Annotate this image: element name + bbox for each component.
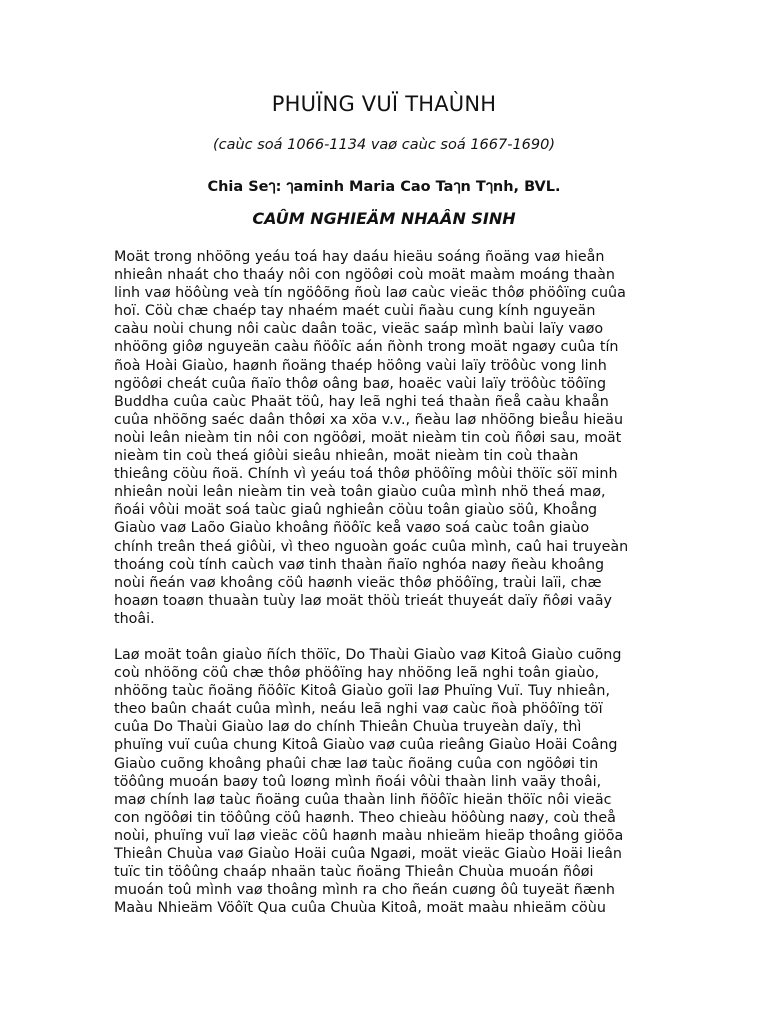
section-heading: CAÛM NGHIEÄM NHAÂN SINH	[252, 209, 516, 228]
author-line: Chia Seๅ: ๅaminh Maria Cao Taๅn Tๅnh, BVL.	[207, 179, 561, 195]
document-subtitle: (caùc soá 1066-1134 vaø caùc soá 1667-1690)	[212, 137, 556, 153]
document-title: PHUÏNG VUÏ THAÙNH	[271, 92, 497, 116]
paragraph-1: Moät trong nhöõng yeáu toá hay daáu hieäu soáng ñoäng vaø hieån nhieân nhaát cho thaáy nôi con ngöôøi coù moät maàm moáng thaàn linh vaø höôùng veà tín ngöôõng ñoù laø caùc vieäc thôø phöôïng cuûa hoï. Cöù chæ chaép tay nhaém maét cuùi ñaàu cung kính nguyeän caàu noùi chung nôi caùc daân toäc, vieäc saáp mình baùi laïy vaøo nhöõng giôø nguyeän caàu ñöôïc aán ñònh trong moät ngaøy cuûa tín ñoà Hoài Giaùo, haønh ñoäng thaép höông vaùi laïy tröôùc vong linh ngöôøi cheát cuûa ñaïo thôø oâng baø, hoaëc vaùi laïy tröôùc töôïng Buddha cuûa caùc Phaät töû, hay leã nghi teá thaàn ñeå caàu khaån cuûa nhöõng saéc daân thôøi xa xöa v.v., ñeàu laø nhöõng bieåu hieäu noùi leân nieàm tin nôi con ngöôøi, moät nieàm tin coù ñôøi sau, moät nieàm tin coù theá giôùi sieâu nhieân, moät nieàm tin coù thaàn thieâng cöùu ñoä. Chính vì yeáu toá thôø phöôïng môùi thöïc söï minh nhieân noùi leân nieàm tin veà toân giaùo cuûa mình nhö theá maø, ñoái vôùi moät soá taùc giaû nghieân cöùu toân giaùo söû, Khoång Giaùo vaø Laõo Giaùo khoâng ñöôïc keå vaøo soá caùc toân giaùo chính treân theá giôùi, vì theo nguoàn goác cuûa mình, caû hai truyeàn thoáng coù tính caùch vaø tinh thaàn ñaïo nghóa naøy ñeàu khoâng noùi ñeán vaø khoâng cöû haønh vieäc thôø phöôïng, traùi laïi, chæ hoaøn toaøn thuaàn tuùy laø moät thöù trieát thuyeát daïy ñôøi vaãy thoâi.	[114, 249, 629, 627]
body-text	[114, 248, 659, 935]
paragraph-2: Laø moät toân giaùo ñích thöïc, Do Thaùi Giaùo vaø Kitoâ Giaùo cuõng coù nhöõng cöû chæ thôø phöôïng hay nhöõng leã nghi toân giaùo, nhöõng taùc ñoäng ñöôïc Kitoâ Giaùo goïi laø Phuïng Vuï. Tuy nhieân, theo baûn chaát cuûa mình, neáu leã nghi vaø caùc ñoà phöôïng töï cuûa Do Thaùi Giaùo laø do chính Thieân Chuùa truyeàn daïy, thì phuïng vuï cuûa chung Kitoâ Giaùo vaø cuûa rieâng Giaùo Hoäi Coâng Giaùo cuõng khoâng phaûi chæ laø taùc ñoäng cuûa con ngöôøi tin töôûng muoán baøy toû loøng mình ñoái vôùi thaàn linh vaäy thoâi, maø chính laø taùc ñoäng cuûa thaàn linh ñöôïc hieän thöïc nôi vieäc con ngöôøi tin töôûng cöû haønh. Theo chieàu höôùng naøy, coù theå noùi, phuïng vuï laø vieäc cöû haønh maàu nhieäm hieäp thoâng giöõa Thieân Chuùa vaø Giaùo Hoäi cuûa Ngaøi, moät vieäc Giaùo Hoäi lieân tuïc tin töôûng chaáp nhaän taùc ñoäng Thieân Chuùa muoán ñôøi muoán toû mình vaø thoâng mình ra cho ñeán cuøng ôû tuyeät ñænh Maàu Nhieäm Vöôït Qua cuûa Chuùa Kitoâ, moät maàu nhieäm cöùu	[114, 646, 624, 917]
